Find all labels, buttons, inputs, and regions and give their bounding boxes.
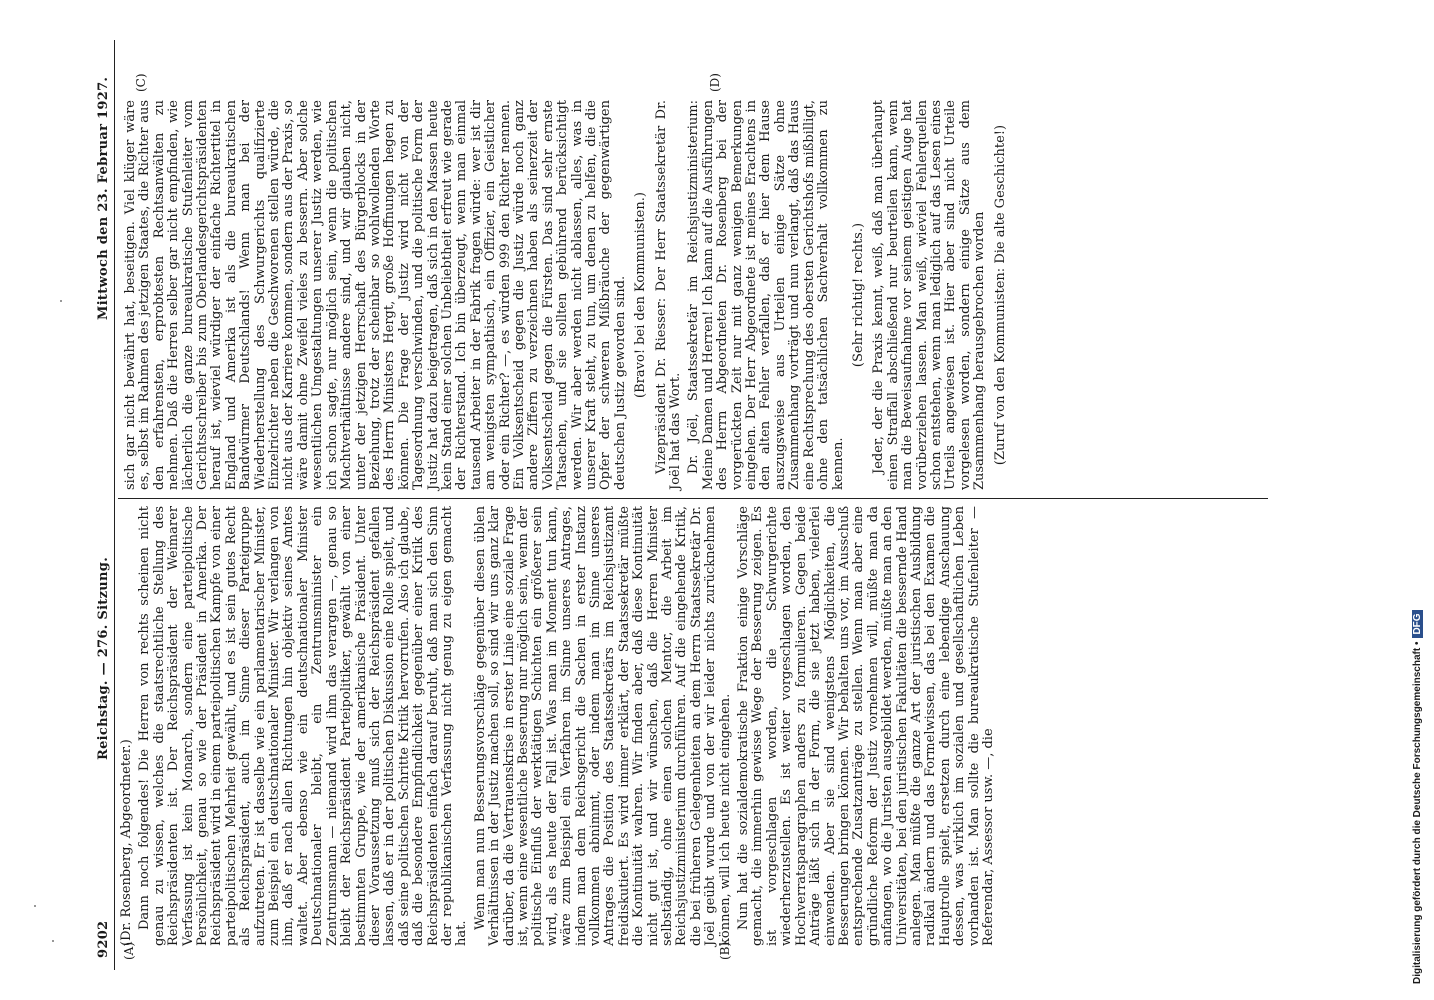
header-left: Reichstag. — 276. Sitzung. xyxy=(96,556,111,760)
interjection: (Sehr richtig! rechts.) xyxy=(850,222,866,368)
page-number: 9202 xyxy=(96,920,111,958)
funding-text: Digitalisierung gefördert durch die Deutsche Forschungsgemeinschaft • xyxy=(1412,641,1423,984)
chair-announcement: Vizepräsident Dr. Riesser: Der Herr Staatssekretär Dr. Joël hat das Wort. xyxy=(653,100,684,490)
column-divider xyxy=(118,498,1268,499)
interjection: (Zuruf von den Kommunisten: Die alte Geschichte!) xyxy=(992,124,1008,466)
funding-note xyxy=(1412,610,1423,984)
paragraph: Dr. Joël, Staatssekretär im Reichsjustizministerium: Meine Damen und Herren! Ich kann auf die Ausführungen des Herrn Abgeordneten Dr. Rosenberg bei der vorgerückten Zeit nur mit ganz wenigen Bemerkungen eingehen. Der Herr Abgeordnete ist meines Erachtens in den alten Fehler verfallen, daß er hier dem Hause auszugsweise aus Urteilen einige Sätze ohne Zusammenhang vorträgt und nun verlangt, daß das Haus eine Rechtsprechung des obersten Gerichtshofs mißbilligt, ohne den tatsächlichen Sachverhalt vollkommen zu kennen. xyxy=(686,100,846,490)
paragraph: Dann noch folgendes! Die Herren von rechts scheinen nicht genau zu wissen, welches die staatsrechtliche Stellung des Reichspräsidenten ist. Der Reichspräsident der Weimarer Verfassung ist kein Monarch, sondern eine parteipolitische Persönlichkeit, genau so wie der Präsident in Amerika. Der Reichspräsident wird in einem parteipolitischen Kampfe von einer parteipolitischen Mehrheit gewählt, und es ist sein gutes Recht als Reichspräsident, auch im Sinne dieser Parteigruppe aufzutreten. Er ist dasselbe wie ein parlamentarischer Minister, zum Beispiel ein deutschnationaler Minister. Wir verlangen von ihm, daß er nach allen Richtungen hin objektiv seines Amtes waltet. Aber ebenso wie ein deutschnationaler Minister Deutschnationaler bleibt, ein Zentrumsminister ein Zentrumsmann — niemand wird ihm das verargen —, genau so bleibt der Reichspräsident Parteipolitiker, gewählt von einer bestimmten Gruppe, wie der amerikanische Präsident. Unter dieser Voraussetzung muß sich der Reichspräsident gefallen lassen, daß er in der politischen Diskussion eine Rolle spielt, und daß seine politischen Schritte Kritik hervorrufen. Also ich glaube, daß die besondere Empfindlichkeit gegenüber einer Kritik des Reichspräsidenten einfach darauf beruht, daß man sich den Sinn der republikanischen Verfassung nicht genug zu eigen gemacht hat. xyxy=(137,506,470,946)
scan-speck xyxy=(52,940,54,942)
interjection: (Bravo! bei den Kommunisten.) xyxy=(633,192,649,398)
dfg-logo: DFG xyxy=(1412,610,1423,637)
paragraph: Nun hat die sozialdemokratische Fraktion einige Vorschläge gemacht, die immerhin gewisse Wege der Besserung zeigen. Es ist vorgeschlagen worden, die Schwurgerichte wiederherzustellen. Es ist weiter vorgeschlagen worden, den Hochverratsparagraphen anders zu formulieren. Gegen beide Anträge läßt sich in der Form, die sie jetzt haben, vielerlei einwenden. Aber sie sind wenigstens Möglichkeiten, die Besserungen bringen können. Wir behalten uns vor, im Ausschuß entsprechende Zusatzanträge zu stellen. Wenn man aber eine gründliche Reform der Justiz vornehmen will, müßte man da anfangen, wo die Juristen ausgebildet werden, müßte man an den Universitäten, bei den juristischen Fakultäten die bessernde Hand anlegen. Man müßte die ganze Art der juristischen Ausbildung radikal ändern und das Formelwissen, das bei den Examen die Hauptrolle spielt, ersetzen durch eine lebendige Anschauung dessen, was wirklich im sozialen und gesellschaftlichen Leben vorhanden ist. Man sollte die bureaukratische Stufenleiter — Referendar, Assessor usw. —, die xyxy=(736,506,996,946)
scan-speck xyxy=(60,300,62,302)
column-right xyxy=(124,100,1304,490)
speaker-intro: (Dr. Rosenberg, Abgeordneter.) xyxy=(119,739,134,946)
header-rule xyxy=(114,40,115,970)
column-left xyxy=(120,506,1230,946)
paragraph: Wenn man nun Besserungsvorschläge gegenüber diesen üblen Verhältnissen in der Justiz machen soll, so sind wir uns ganz klar darüber, da die Vertrauenskrise in erster Linie eine soziale Frage ist, wenn eine wesentliche Besserung nur möglich sein, wenn der politische Einfluß der werktätigen Schichten ein größerer sein wird, als es heute der Fall ist. Was man im Moment tun kann, wäre zum Beispiel ein Verfahren im Sinne unseres Antrages, indem man dem Reichsgericht die Sachen in erster Instanz vollkommen abnimmt, oder indem man im Sinne unseres Antrages die Position des Staatssekretärs im Reichsjustizamt freidiskutiert. Es wird immer erklärt, der Staatssekretär müßte die Kontinuität wahren. Wir finden aber, daß diese Kontinuität nicht gut ist, und wir wünschen, daß die Herren Minister selbständig, ohne einen solchen Mentor, die Arbeit im Reichsjustizministerium durchführen. Auf die eingehende Kritik, die bei früheren Gelegenheiten an dem Herrn Staatssekretär Dr. Joël geübt wurde und von der wir leider nichts zurücknehmen können, will ich heute nicht eingehen. xyxy=(472,506,733,946)
margin-mark-c: (C) xyxy=(134,73,148,92)
scan-speck xyxy=(34,905,36,907)
header-right: Mittwoch den 23. Februar 1927. xyxy=(96,76,111,320)
paragraph: Jeder, der die Praxis kennt, weiß, daß man überhaupt einen Straffall abschließend nur beurteilen kann, wenn man die Beweisaufnahme vor seinem geistigen Auge hat vorüberziehen lassen. Man weiß, wieviel Fehlerquellen schon entstehen, wenn man lediglich auf das Lesen eines Urteils angewiesen ist. Hier aber sind nicht Urteile vorgelesen worden, sondern einige Sätze aus dem Zusammenhang herausgebrochen worden xyxy=(871,100,988,490)
paragraph: sich gar nicht bewährt hat, beseitigen. Viel klüger wäre es, selbst im Rahmen des jetzigen Staates, die Richter aus den erfahrensten, erprobtesten Rechtsanwälten zu nehmen. Daß die Herren selber gar nicht empfinden, wie lächerlich die ganze bureaukratische Stufenleiter vom Gerichtsschreiber bis zum Oberlandesgerichtspräsidenten herauf ist, wieviel würdiger der einfache Richtertitel in England und Amerika ist als die bureaukratischen Bandwürmer Deutschlands! Wenn man bei der Wiederherstellung des Schwurgerichts qualifizierte Einzelrichter neben die Geschworenen stellen würde, die nicht aus der Karriere kommen, sondern aus der Praxis, so wäre damit ohne Zweifel vieles zu bessern. Aber solche wesentlichen Umgestaltungen unserer Justiz werden, wie ich schon sagte, nur möglich sein, wenn die politischen Machtverhältnisse andere sind, und wir glauben nicht, unter der jetzigen Herrschaft des Bürgerblocks in der Beziehung, trotz der scheinbar so wohlwollenden Worte des Herrn Ministers Hergt, große Hoffnungen hegen zu können. Die Frage der Justiz wird nicht von der Tagesordnung verschwinden, und die politische Form der Justiz hat dazu beigetragen, daß sich in den Massen heute kein Stand einer solchen Unbeliebtheit erfreut wie gerade der Richterstand. Ich bin überzeugt, wenn man einmal tausend Arbeiter in der Fabrik fragen würde: wer ist dir am wenigsten sympathisch, ein Offizier, ein Geistlicher oder ein Richter? —, es würden 999 den Richter nennen. Ein Volksentscheid gegen die Justiz würde noch ganz andere Ziffern zu verzeichnen haben als seinerzeit der Volksentscheid gegen die Fürsten. Das sind sehr ernste Tatsachen, und sie sollten gebührend berücksichtigt werden. Wir aber werden nicht ablassen, alles, was in unserer Kraft steht, zu tun, um denen zu helfen, die die Opfer der schweren Mißbräuche der gegenwärtigen deutschen Justiz geworden sind. xyxy=(123,100,628,490)
margin-mark-a: (A) xyxy=(122,941,136,960)
margin-mark-b: (B) xyxy=(718,941,732,960)
margin-mark-d: (D) xyxy=(708,73,722,92)
